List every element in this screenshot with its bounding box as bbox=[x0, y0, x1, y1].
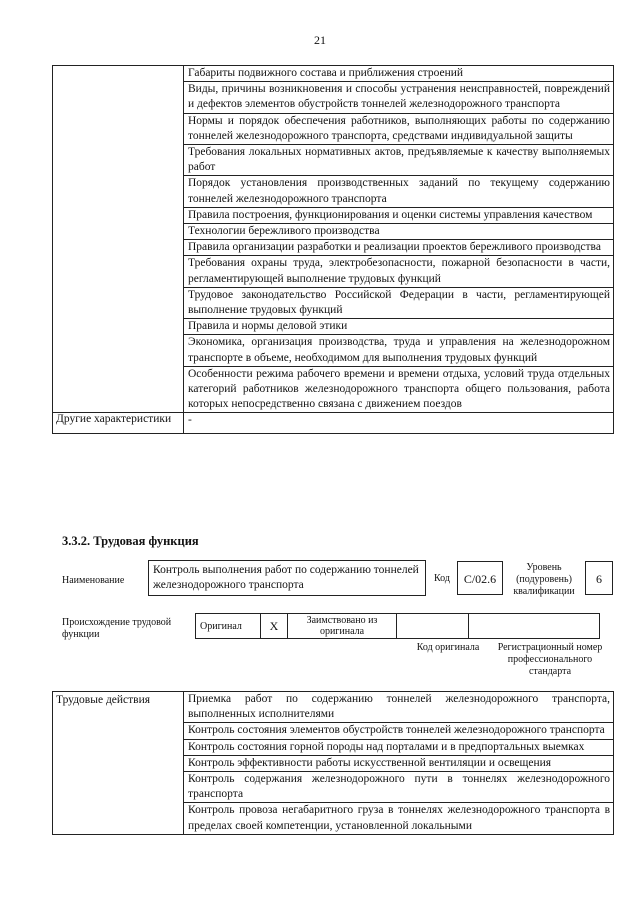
level-label: Уровень (подуровень) квалификации bbox=[513, 562, 575, 597]
actions-label: Трудовые действия bbox=[53, 692, 184, 835]
knowledge-item: Нормы и порядок обеспечения работников, выполняющих работы по содержанию тоннелей железнодорожного транспорта, средствами индивидуальной защиты bbox=[184, 113, 614, 144]
name-label: Наименование bbox=[62, 575, 125, 586]
table-label-cell bbox=[53, 66, 184, 413]
table-row bbox=[196, 614, 600, 639]
reg-number-caption: Регистрационный номер профессионального стандарта bbox=[497, 642, 603, 677]
action-item: Контроль провоза негабаритного груза в тоннелях железнодорожного транспорта в пределах своей компетенции, установленной локальными bbox=[184, 803, 614, 834]
knowledge-item: Требования локальных нормативных актов, предъявляемые к качеству выполняемых работ bbox=[184, 145, 614, 176]
action-item: Контроль состояния горной породы над порталами и в предпортальных выемках bbox=[184, 739, 614, 755]
level-box: 6 bbox=[585, 561, 613, 595]
action-item: Контроль эффективности работы искусственной вентиляции и освещения bbox=[184, 755, 614, 771]
code-box: С/02.6 bbox=[457, 561, 503, 595]
action-item: Контроль состояния элементов обустройств тоннелей железнодорожного транспорта bbox=[184, 723, 614, 739]
other-characteristics-value: - bbox=[184, 413, 614, 434]
origin-table bbox=[195, 613, 600, 639]
origin-label: Происхождение трудовой функции bbox=[62, 617, 172, 640]
knowledge-item: Правила построения, функционирования и оценки системы управления качеством bbox=[184, 207, 614, 223]
knowledge-item: Порядок установления производственных заданий по текущему содержанию тоннелей железнодорожного транспорта bbox=[184, 176, 614, 207]
reg-number-cell bbox=[469, 614, 600, 639]
section-title: 3.3.2. Трудовая функция bbox=[62, 534, 199, 548]
knowledge-item: Габариты подвижного состава и приближения строений bbox=[184, 66, 614, 82]
knowledge-item: Экономика, организация производства, труда и управления на железнодорожном транспорте в объеме, необходимом для выполнения трудовых функций bbox=[184, 335, 614, 366]
action-item: Приемка работ по содержанию тоннелей железнодорожного транспорта, выполненных исполнителями bbox=[184, 692, 614, 723]
original-mark: X bbox=[261, 614, 288, 639]
table-row bbox=[53, 66, 614, 82]
function-name-box: Контроль выполнения работ по содержанию тоннелей железнодорожного транспорта bbox=[148, 560, 426, 596]
code-original-cell bbox=[397, 614, 469, 639]
actions-table bbox=[52, 691, 614, 835]
code-label: Код bbox=[434, 573, 450, 584]
other-characteristics-label: Другие характеристики bbox=[53, 413, 184, 434]
borrowed-label: Заимствовано из оригинала bbox=[288, 614, 397, 639]
knowledge-item: Трудовое законодательство Российской Федерации в части, регламентирующей выполнение трудовых функций bbox=[184, 287, 614, 318]
knowledge-item: Правила организации разработки и реализации проектов бережливого производства bbox=[184, 240, 614, 256]
page-number: 21 bbox=[314, 33, 326, 47]
table-row bbox=[53, 413, 614, 434]
knowledge-item: Требования охраны труда, электробезопасности, пожарной безопасности в части, регламентирующей выполнение трудовых функций bbox=[184, 256, 614, 287]
knowledge-item: Правила и нормы деловой этики bbox=[184, 319, 614, 335]
knowledge-item: Технологии бережливого производства bbox=[184, 224, 614, 240]
table-row bbox=[53, 692, 614, 723]
knowledge-item: Виды, причины возникновения и способы устранения неисправностей, повреждений и дефектов элементов обустройств тоннелей железнодорожного транспорта bbox=[184, 82, 614, 113]
knowledge-item: Особенности режима рабочего времени и времени отдыха, условий труда отдельных категорий работников железнодорожного транспорта общего пользования, работа которых непосредственно связана с движением поездов bbox=[184, 366, 614, 413]
code-original-caption: Код оригинала bbox=[416, 642, 480, 653]
original-label: Оригинал bbox=[196, 614, 261, 639]
action-item: Контроль содержания железнодорожного пути в тоннелях железнодорожного транспорта bbox=[184, 772, 614, 803]
knowledge-table bbox=[52, 65, 614, 434]
